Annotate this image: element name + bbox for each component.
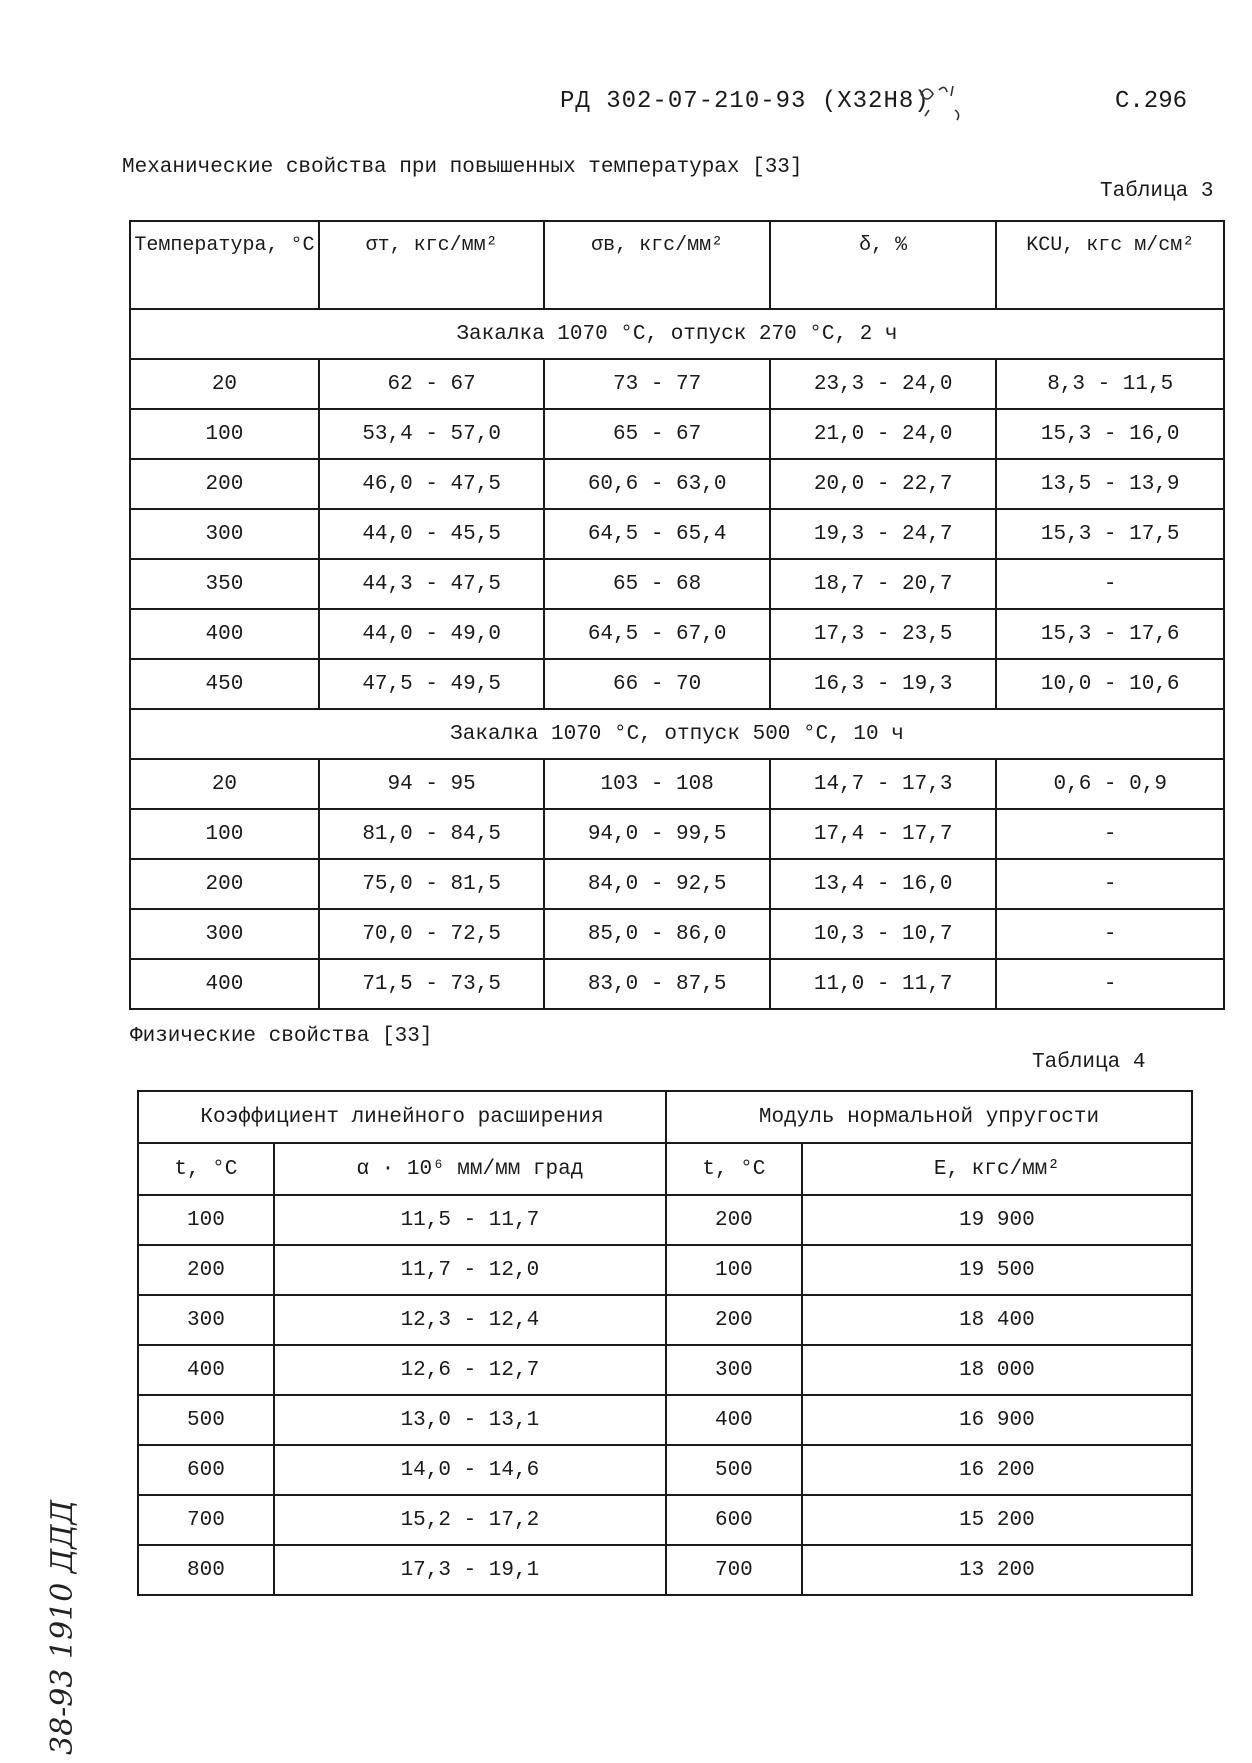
handwritten-mark: [915, 76, 975, 126]
table-cell: 13,5 - 13,9: [996, 459, 1224, 509]
table-cell: 200: [666, 1195, 802, 1245]
group-header: Модуль нормальной упругости: [666, 1091, 1192, 1143]
table-cell: -: [996, 909, 1224, 959]
table-cell: 10,0 - 10,6: [996, 659, 1224, 709]
table-cell: 14,0 - 14,6: [274, 1445, 666, 1495]
table-cell: 400: [130, 609, 319, 659]
table-row: [130, 359, 1224, 409]
column-header: t, °С: [666, 1143, 802, 1195]
table-cell: 15,2 - 17,2: [274, 1495, 666, 1545]
page-number: С.296: [1115, 88, 1188, 115]
table-cell: 15 200: [802, 1495, 1192, 1545]
table-cell: 18 400: [802, 1295, 1192, 1345]
table-cell: 73 - 77: [544, 359, 770, 409]
table-cell: 700: [666, 1545, 802, 1595]
table-row: [130, 959, 1224, 1009]
table-cell: 20,0 - 22,7: [770, 459, 997, 509]
table-cell: 300: [138, 1295, 274, 1345]
table-cell: 62 - 67: [319, 359, 545, 409]
table-cell: 66 - 70: [544, 659, 770, 709]
table-cell: 300: [130, 909, 319, 959]
table-cell: 100: [130, 409, 319, 459]
table-cell: 100: [138, 1195, 274, 1245]
table-cell: 19 900: [802, 1195, 1192, 1245]
table-cell: 16 900: [802, 1395, 1192, 1445]
table-row: [138, 1245, 1192, 1295]
table-cell: 700: [138, 1495, 274, 1545]
column-header: Е, кгс/мм²: [802, 1143, 1192, 1195]
table-cell: 44,0 - 49,0: [319, 609, 545, 659]
table-cell: 100: [666, 1245, 802, 1295]
table-cell: 44,0 - 45,5: [319, 509, 545, 559]
column-header: KCU, кгс м/см²: [996, 221, 1224, 309]
table-row: [138, 1195, 1192, 1245]
table-cell: 100: [130, 809, 319, 859]
table-row: [138, 1395, 1192, 1445]
table-cell: -: [996, 559, 1224, 609]
table-cell: 500: [138, 1395, 274, 1445]
table-cell: 16 200: [802, 1445, 1192, 1495]
table-cell: 200: [666, 1295, 802, 1345]
table-cell: 12,3 - 12,4: [274, 1295, 666, 1345]
table-cell: 14,7 - 17,3: [770, 759, 997, 809]
section-title: Закалка 1070 °С, отпуск 270 °С, 2 ч: [130, 309, 1224, 359]
table-cell: 60,6 - 63,0: [544, 459, 770, 509]
table-row: [130, 809, 1224, 859]
group-header: Коэффициент линейного расширения: [138, 1091, 666, 1143]
table3-caption: Механические свойства при повышенных температурах [33]: [122, 156, 803, 179]
table-cell: 19 500: [802, 1245, 1192, 1295]
table-cell: -: [996, 859, 1224, 909]
table-cell: 400: [130, 959, 319, 1009]
table-cell: 47,5 - 49,5: [319, 659, 545, 709]
table-cell: 11,5 - 11,7: [274, 1195, 666, 1245]
column-header: σв, кгс/мм²: [544, 221, 770, 309]
table-cell: 11,0 - 11,7: [770, 959, 997, 1009]
table-header-row: [138, 1143, 1192, 1195]
column-header: α · 10⁶ мм/мм град: [274, 1143, 666, 1195]
table-cell: 13,4 - 16,0: [770, 859, 997, 909]
table-cell: 71,5 - 73,5: [319, 959, 545, 1009]
table-cell: 75,0 - 81,5: [319, 859, 545, 909]
margin-note-text: 38-93 1910 ДДД: [45, 1499, 80, 1755]
table-cell: 46,0 - 47,5: [319, 459, 545, 509]
table-cell: 400: [666, 1395, 802, 1445]
table-cell: 23,3 - 24,0: [770, 359, 997, 409]
table-cell: 400: [138, 1345, 274, 1395]
table-cell: 800: [138, 1545, 274, 1595]
table-cell: 85,0 - 86,0: [544, 909, 770, 959]
table-cell: 8,3 - 11,5: [996, 359, 1224, 409]
table-cell: 64,5 - 67,0: [544, 609, 770, 659]
table-cell: 17,3 - 19,1: [274, 1545, 666, 1595]
table-cell: 83,0 - 87,5: [544, 959, 770, 1009]
table-row: [138, 1345, 1192, 1395]
handwritten-margin-note: [20, 1480, 100, 1760]
table-row: [130, 409, 1224, 459]
table-cell: 20: [130, 359, 319, 409]
table-cell: 103 - 108: [544, 759, 770, 809]
column-header: t, °С: [138, 1143, 274, 1195]
table-cell: 94,0 - 99,5: [544, 809, 770, 859]
table-cell: 19,3 - 24,7: [770, 509, 997, 559]
table-cell: 70,0 - 72,5: [319, 909, 545, 959]
table-cell: 65 - 68: [544, 559, 770, 609]
document-code: РД 302-07-210-93 (Х32Н8): [560, 88, 930, 115]
section-row: [130, 709, 1224, 759]
table-cell: 600: [138, 1445, 274, 1495]
table-cell: 21,0 - 24,0: [770, 409, 997, 459]
table-row: [138, 1295, 1192, 1345]
table-cell: 18,7 - 20,7: [770, 559, 997, 609]
table-cell: 15,3 - 17,5: [996, 509, 1224, 559]
table-row: [130, 509, 1224, 559]
table-cell: 200: [138, 1245, 274, 1295]
table-cell: 44,3 - 47,5: [319, 559, 545, 609]
table-row: [138, 1495, 1192, 1545]
table-cell: 17,3 - 23,5: [770, 609, 997, 659]
table4-caption: Физические свойства [33]: [130, 1025, 433, 1048]
column-header: σт, кгс/мм²: [319, 221, 545, 309]
table-cell: 84,0 - 92,5: [544, 859, 770, 909]
mechanical-properties-table: [129, 220, 1225, 1010]
table-cell: 15,3 - 17,6: [996, 609, 1224, 659]
table-cell: 300: [666, 1345, 802, 1395]
table-cell: 13,0 - 13,1: [274, 1395, 666, 1445]
table-cell: -: [996, 809, 1224, 859]
table-cell: 12,6 - 12,7: [274, 1345, 666, 1395]
table-row: [130, 609, 1224, 659]
table-cell: 300: [130, 509, 319, 559]
table-cell: -: [996, 959, 1224, 1009]
table-cell: 94 - 95: [319, 759, 545, 809]
table-row: [130, 559, 1224, 609]
physical-properties-table: [137, 1090, 1193, 1596]
table-row: [130, 759, 1224, 809]
table-cell: 500: [666, 1445, 802, 1495]
table-row: [138, 1445, 1192, 1495]
table3-label: Таблица 3: [1100, 180, 1214, 203]
table-cell: 200: [130, 459, 319, 509]
table-cell: 18 000: [802, 1345, 1192, 1395]
table-cell: 15,3 - 16,0: [996, 409, 1224, 459]
column-header: Температура, °С: [130, 221, 319, 309]
table-cell: 0,6 - 0,9: [996, 759, 1224, 809]
table-cell: 450: [130, 659, 319, 709]
table-cell: 600: [666, 1495, 802, 1545]
table-row: [130, 859, 1224, 909]
table-row: [130, 659, 1224, 709]
table-cell: 350: [130, 559, 319, 609]
table-cell: 13 200: [802, 1545, 1192, 1595]
table-header-row: [130, 221, 1224, 309]
table-cell: 81,0 - 84,5: [319, 809, 545, 859]
table-cell: 16,3 - 19,3: [770, 659, 997, 709]
table-cell: 65 - 67: [544, 409, 770, 459]
section-title: Закалка 1070 °С, отпуск 500 °С, 10 ч: [130, 709, 1224, 759]
section-row: [130, 309, 1224, 359]
table-cell: 20: [130, 759, 319, 809]
table4-label: Таблица 4: [1032, 1051, 1146, 1074]
table-row: [138, 1545, 1192, 1595]
column-header: δ, %: [770, 221, 997, 309]
table-cell: 11,7 - 12,0: [274, 1245, 666, 1295]
table-row: [130, 909, 1224, 959]
table-cell: 53,4 - 57,0: [319, 409, 545, 459]
group-header-row: [138, 1091, 1192, 1143]
table-cell: 10,3 - 10,7: [770, 909, 997, 959]
table-cell: 17,4 - 17,7: [770, 809, 997, 859]
table-cell: 64,5 - 65,4: [544, 509, 770, 559]
table-cell: 200: [130, 859, 319, 909]
table-row: [130, 459, 1224, 509]
